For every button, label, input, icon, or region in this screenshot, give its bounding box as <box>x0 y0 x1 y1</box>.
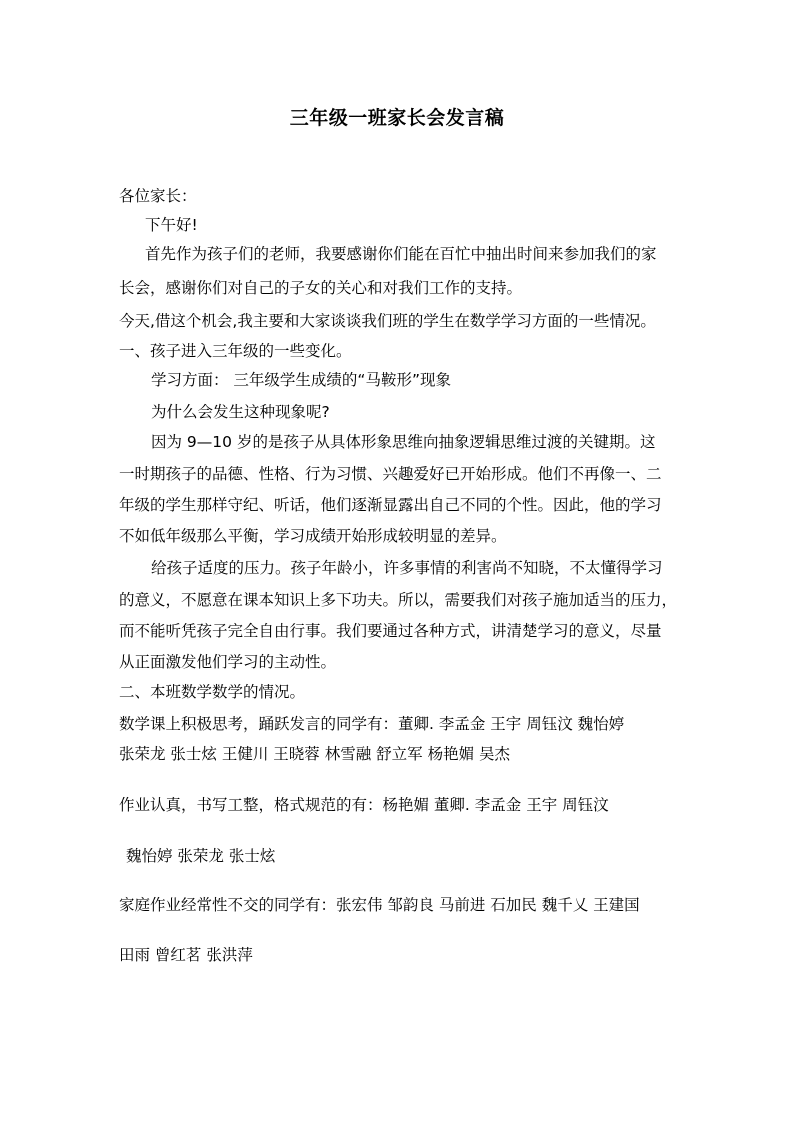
neat-homework-line-1: 作业认真，书写工整，格式规范的有：杨艳媚 董卿. 李孟金 王宇 周钰汶 <box>119 796 609 814</box>
active-students-line-2: 张荣龙 张士炫 王健川 王晓蓉 林雪融 舒立军 杨艳媚 吴杰 <box>119 745 510 763</box>
salutation: 下午好! <box>145 216 198 234</box>
greeting: 各位家长： <box>119 187 197 205</box>
neat-homework-line-2: 魏怡婷 张荣龙 张士炫 <box>126 847 276 865</box>
intro-line-3: 今天,借这个机会,我主要和大家谈谈我们班的学生在数学学习方面的一些情况。 <box>119 312 656 330</box>
missing-homework-line-1: 家庭作业经常性不交的同学有：张宏伟 邹韵良 马前进 石加民 魏千乂 王建国 <box>119 896 640 914</box>
reason-line: 因为 9—10 岁的是孩子从具体形象思维向抽象逻辑思维过渡的关键期。这 <box>151 433 656 451</box>
reason-line: 不如低年级那么平衡，学习成绩开始形成较明显的差异。 <box>119 527 507 545</box>
pressure-line: 从正面激发他们学习的主动性。 <box>119 653 337 671</box>
section1-heading: 一、孩子进入三年级的一些变化。 <box>119 342 352 360</box>
section2-heading: 二、本班数学数学的情况。 <box>119 683 306 701</box>
pressure-line: 给孩子适度的压力。孩子年龄小，许多事情的利害尚不知晓，不太懂得学习 <box>151 559 663 577</box>
intro-line-1: 首先作为孩子们的老师，我要感谢你们能在百忙中抽出时间来参加我们的家 <box>145 245 657 263</box>
pressure-line: 的意义，不愿意在课本知识上多下功夫。所以，需要我们对孩子施加适当的压力， <box>119 591 678 609</box>
active-students-line-1: 数学课上积极思考，踊跃发言的同学有：董卿. 李孟金 王宇 周钰汶 魏怡婷 <box>119 715 625 733</box>
pressure-line: 而不能听凭孩子完全自由行事。我们要通过各种方式，讲清楚学习的意义，尽量 <box>119 622 662 640</box>
reason-line: 年级的学生那样守纪、听话，他们逐渐显露出自己不同的个性。因此，他的学习 <box>119 496 662 514</box>
document-title: 三年级一班家长会发言稿 <box>289 107 505 129</box>
study-aspect: 学习方面： 三年级学生成绩的“马鞍形”现象 <box>151 371 451 389</box>
missing-homework-line-2: 田雨 曾红茗 张洪萍 <box>119 946 253 964</box>
question-line: 为什么会发生这种现象呢? <box>151 403 330 421</box>
intro-line-2: 长会，感谢你们对自己的子女的关心和对我们工作的支持。 <box>119 279 523 297</box>
reason-line: 一时期孩子的品德、性格、行为习惯、兴趣爱好已开始形成。他们不再像一、二 <box>119 465 662 483</box>
